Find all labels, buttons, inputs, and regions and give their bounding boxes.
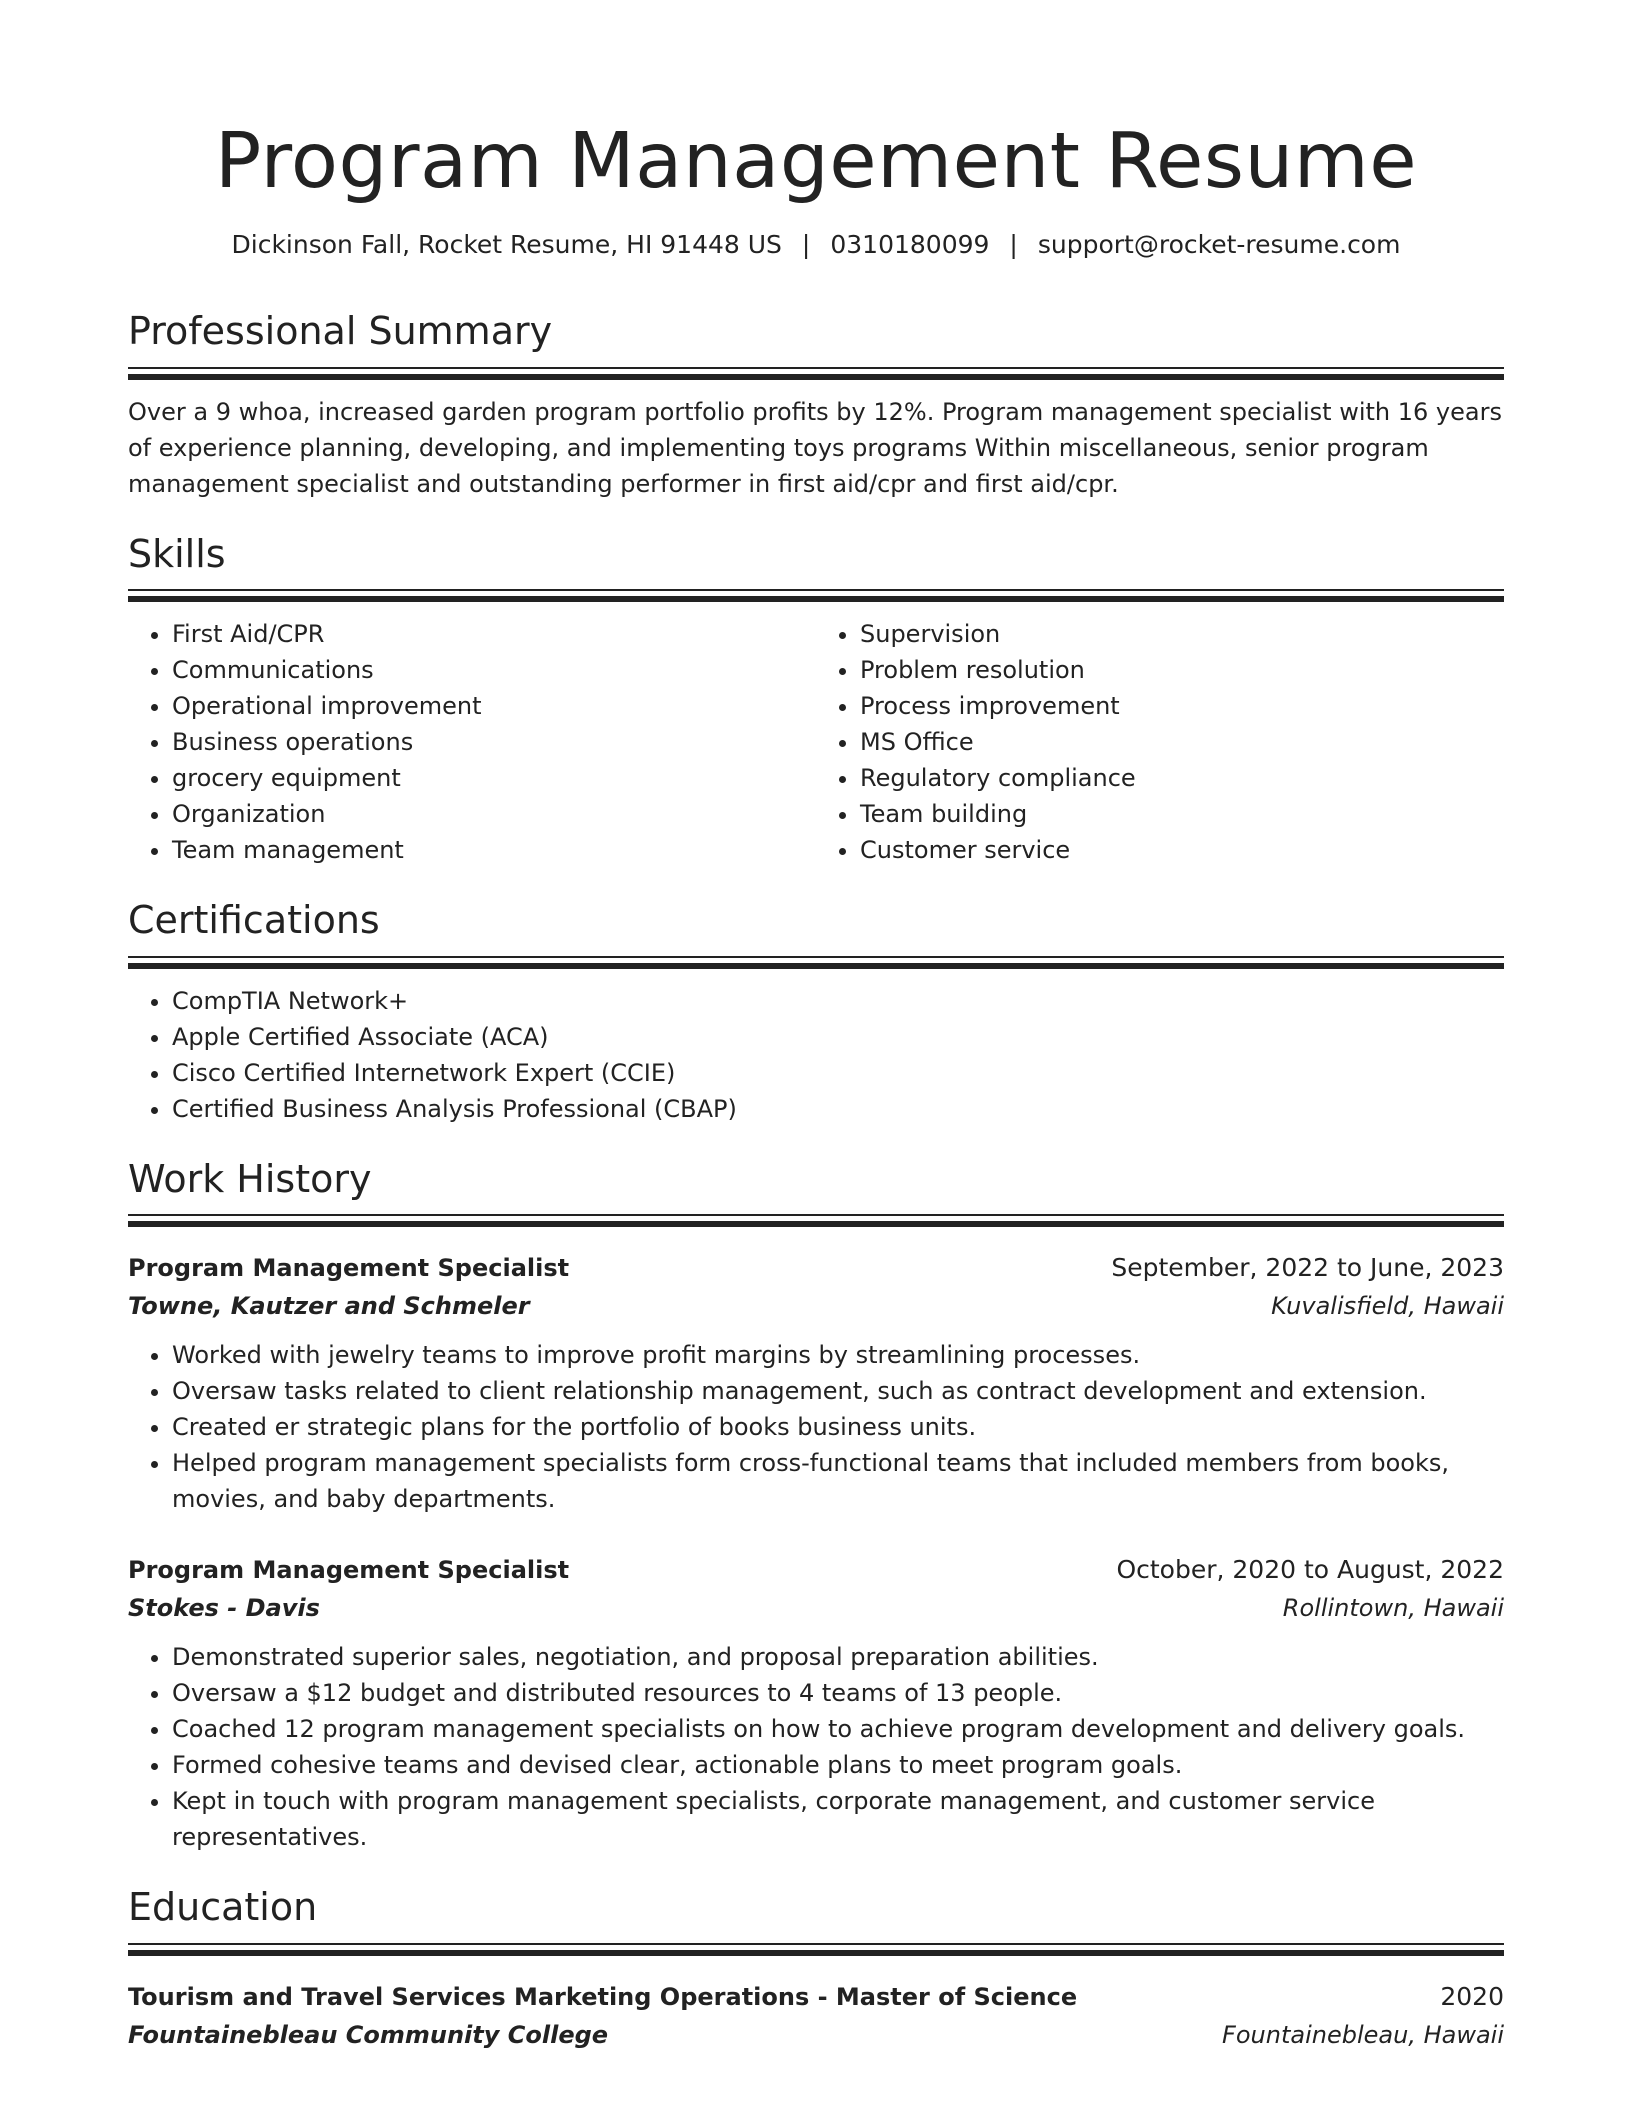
job-bullets (128, 1639, 1504, 1855)
skill-item: • Supervision (860, 616, 1504, 652)
skill-item: • Operational improvement (172, 688, 816, 724)
education-degree-row (128, 1978, 1504, 2016)
job-title: Program Management Specialist (128, 1254, 570, 1283)
summary-text: Over a 9 whoa, increased garden program portfolio profits by 12%. Program management specialist with 16 years of experience planning, developing, and implementing toys programs Within miscellaneous, senior program management specialist and outstanding performer in first aid/cpr and first aid/cpr. (128, 397, 1502, 498)
skills-section (128, 532, 1504, 869)
job-company-row (128, 1589, 1504, 1627)
contact-separator: | (1009, 229, 1018, 259)
education-entry (128, 1978, 1504, 2054)
skills-columns (128, 616, 1504, 868)
job-entry (128, 1249, 1504, 1517)
job-bullet: • Demonstrated superior sales, negotiation, and proposal preparation abilities. (172, 1639, 1504, 1675)
skill-item: • Business operations (172, 724, 816, 760)
section-divider (128, 1943, 1504, 1956)
skills-list-right (816, 616, 1504, 868)
education-degree: Tourism and Travel Services Marketing Operations - Master of Science (128, 1983, 1078, 2012)
section-heading: Professional Summary (128, 309, 553, 354)
education-section (128, 1885, 1504, 2054)
work-history-section (128, 1157, 1504, 1856)
job-header-row (128, 1249, 1504, 1287)
job-dates: September, 2022 to June, 2023 (1111, 1253, 1504, 1283)
job-bullet: • Oversaw tasks related to client relationship management, such as contract development and extension. (172, 1373, 1504, 1409)
section-divider (128, 956, 1504, 969)
skill-item: • Communications (172, 652, 816, 688)
job-company: Stokes - Davis (128, 1594, 320, 1623)
job-header-row (128, 1551, 1504, 1589)
job-bullet: • Formed cohesive teams and devised clear, actionable plans to meet program goals. (172, 1747, 1504, 1783)
certification-item: • Certified Business Analysis Professional (CBAP) (172, 1091, 1504, 1127)
job-location: Kuvalisfield, Hawaii (1271, 1292, 1504, 1321)
certification-item: • CompTIA Network+ (172, 983, 1504, 1019)
job-bullet: • Helped program management specialists form cross-functional teams that included members from books, movies, and baby departments. (172, 1445, 1504, 1517)
contact-address: Dickinson Fall, Rocket Resume, HI 91448 US (231, 229, 782, 259)
certification-item: • Apple Certified Associate (ACA) (172, 1019, 1504, 1055)
skill-item: • grocery equipment (172, 760, 816, 796)
certifications-section (128, 898, 1504, 1127)
skill-item: • Process improvement (860, 688, 1504, 724)
skill-item: • Regulatory compliance (860, 760, 1504, 796)
job-bullet: • Kept in touch with program management specialists, corporate management, and customer service representatives. (172, 1783, 1504, 1855)
job-bullets (128, 1337, 1504, 1517)
contact-separator: | (801, 229, 811, 259)
skill-item: • Problem resolution (860, 652, 1504, 688)
job-location: Rollintown, Hawaii (1282, 1594, 1504, 1623)
education-school-row (128, 2016, 1504, 2054)
job-company: Towne, Kautzer and Schmeler (128, 1292, 530, 1321)
section-heading: Education (128, 1885, 318, 1930)
job-bullet: • Created er strategic plans for the portfolio of books business units. (172, 1409, 1504, 1445)
skill-item: • MS Office (860, 724, 1504, 760)
job-bullet: • Worked with jewelry teams to improve profit margins by streamlining processes. (172, 1337, 1504, 1373)
job-title: Program Management Specialist (128, 1556, 570, 1585)
job-bullet: • Coached 12 program management specialists on how to achieve program development and delivery goals. (172, 1711, 1504, 1747)
skill-item: • Organization (172, 796, 816, 832)
skill-item: • Customer service (860, 832, 1504, 868)
education-location: Fountainebleau, Hawaii (1222, 2021, 1504, 2050)
section-divider (128, 1214, 1504, 1227)
skill-item: • Team building (860, 796, 1504, 832)
resume-title: Program Management Resume (214, 117, 1418, 206)
contact-email: support@rocket-resume.com (1037, 229, 1401, 259)
job-bullet: • Oversaw a $12 budget and distributed resources to 4 teams of 13 people. (172, 1675, 1504, 1711)
section-heading: Skills (128, 531, 226, 576)
contact-line (128, 229, 1504, 262)
skill-item: • First Aid/CPR (172, 616, 816, 652)
section-divider (128, 367, 1504, 380)
section-heading: Work History (128, 1156, 372, 1201)
job-company-row (128, 1287, 1504, 1325)
education-school: Fountainebleau Community College (128, 2021, 609, 2050)
resume-page (128, 0, 1504, 2054)
certifications-list (128, 983, 1504, 1127)
education-year: 2020 (1440, 1982, 1504, 2012)
job-dates: October, 2020 to August, 2022 (1116, 1555, 1504, 1585)
job-entry (128, 1551, 1504, 1855)
professional-summary-section (128, 309, 1504, 502)
skill-item: • Team management (172, 832, 816, 868)
section-heading: Certifications (128, 898, 380, 943)
skills-list-left (128, 616, 816, 868)
section-divider (128, 589, 1504, 602)
certification-item: • Cisco Certified Internetwork Expert (CCIE) (172, 1055, 1504, 1091)
contact-phone: 0310180099 (830, 229, 990, 259)
